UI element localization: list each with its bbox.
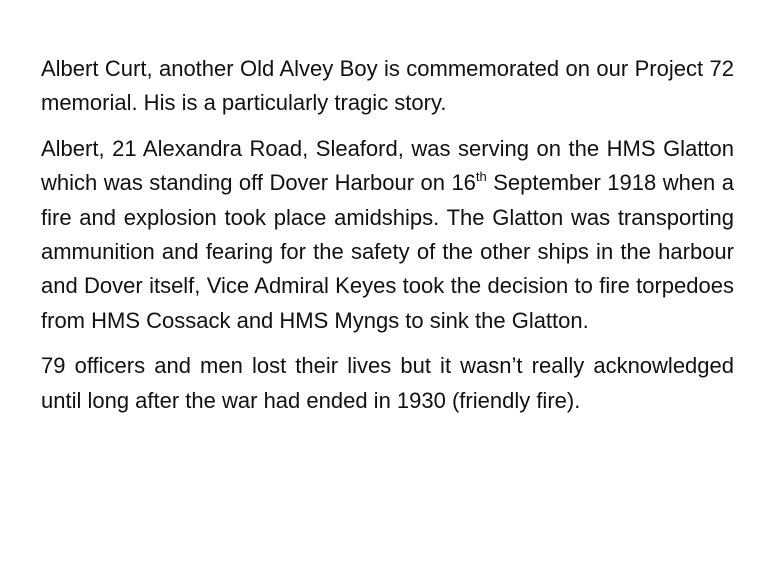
paragraph-glatton-story-end: September 1918 when a fire and explosion took place amidships. The Glatton was transporting ammunition and fearing for the safety of the other ships in the harbour and Dover itself, Vice Admiral Keyes took the decision to fire torpedoes from HMS Cossack and HMS Myngs to sink the Glatton. xyxy=(41,170,734,333)
paragraph-glatton-story xyxy=(41,132,734,338)
paragraph-glatton-story-start: Albert, 21 Alexandra Road, Sleaford, was serving on the HMS Glatton which was standing off Dover Harbour on 16 xyxy=(41,135,734,196)
text-body xyxy=(41,52,734,429)
paragraph-casualties: 79 officers and men lost their lives but it wasn’t really acknowledged until long after the war had ended in 1930 (friendly fire). xyxy=(41,353,734,413)
paragraph-intro: Albert Curt, another Old Alvey Boy is commemorated on our Project 72 memorial. His is a particularly tragic story. xyxy=(41,56,734,116)
ordinal-suffix: th xyxy=(475,169,487,185)
